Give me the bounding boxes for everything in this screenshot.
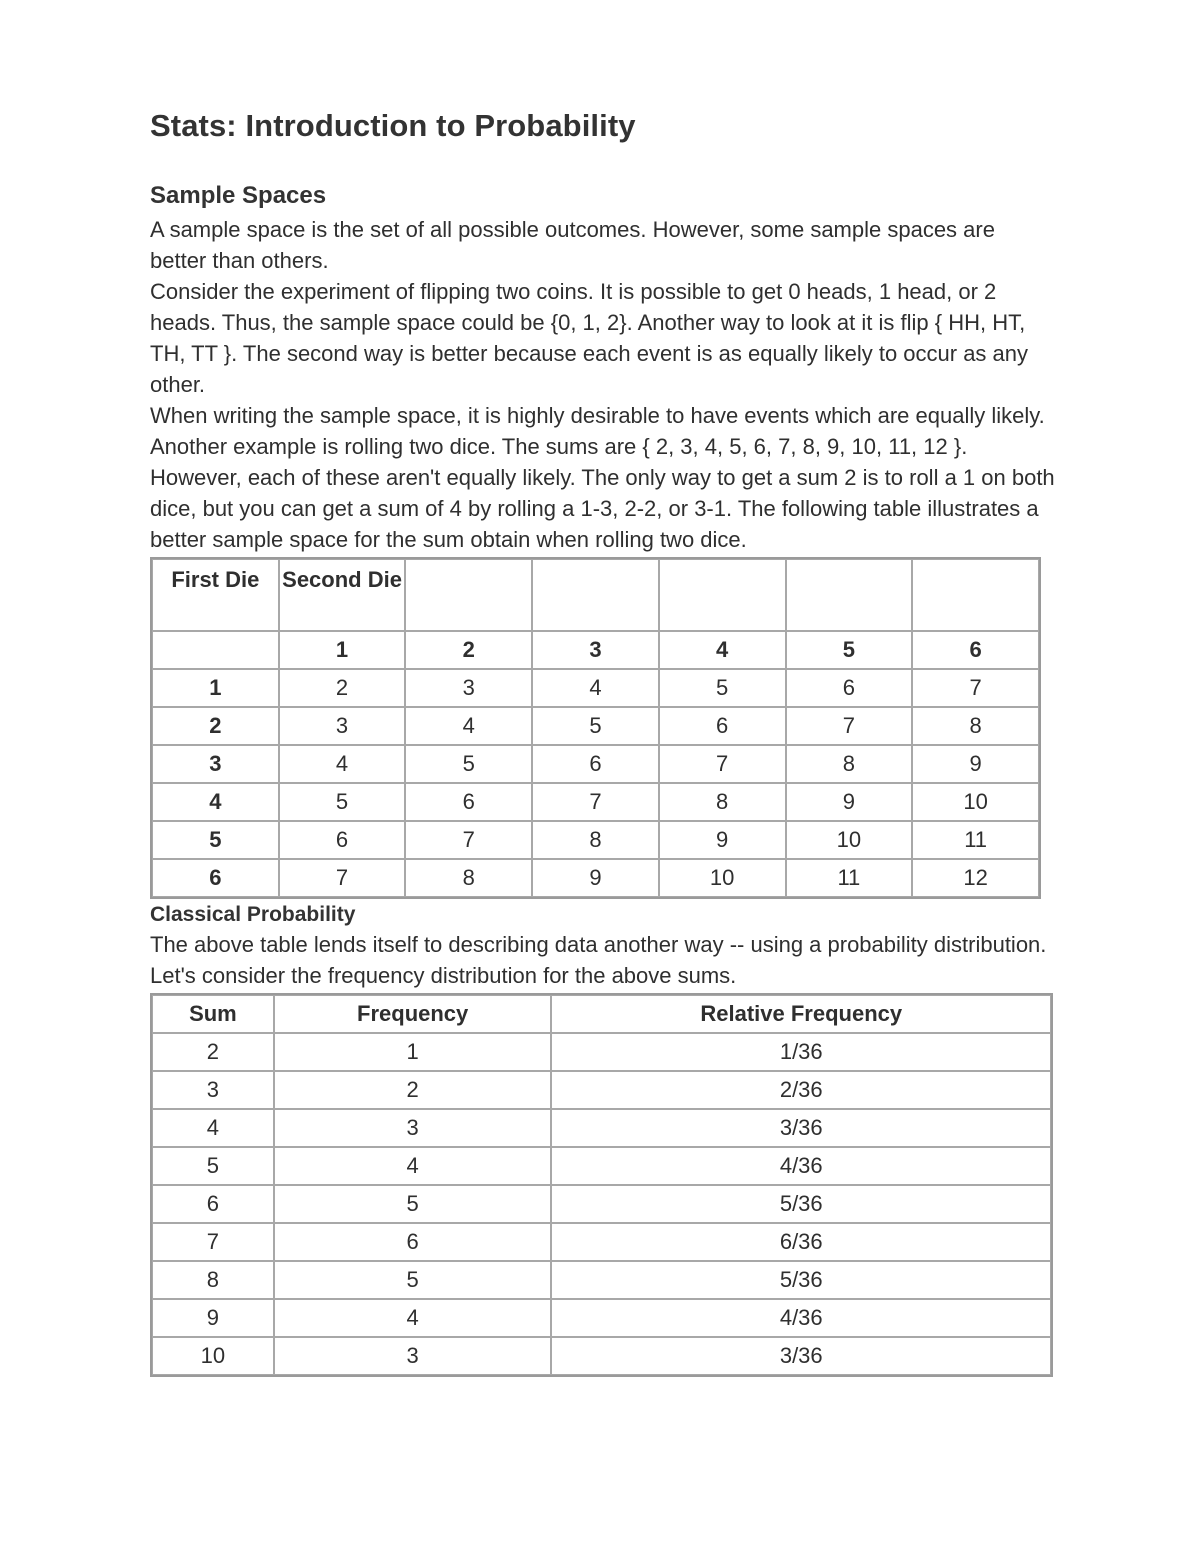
row-header-cell: 2 <box>152 707 279 745</box>
page-title: Stats: Introduction to Probability <box>150 108 636 143</box>
frequency-table <box>150 993 1053 1377</box>
frequency-table-body <box>152 1033 1051 1375</box>
table-cell: 10 <box>786 821 913 859</box>
table-cell: 1/36 <box>551 1033 1051 1071</box>
table-row <box>152 1147 1051 1185</box>
paragraph: The above table lends itself to describing data another way -- using a probability distribution. Let's consider the frequency distribution for the above sums. <box>150 932 1047 988</box>
row-header-cell: 1 <box>152 669 279 707</box>
table-cell: 7 <box>532 783 659 821</box>
table-cell: 6 <box>405 783 532 821</box>
table-cell: 8 <box>405 859 532 897</box>
header-cell: 2 <box>405 631 532 669</box>
table-row <box>152 1033 1051 1071</box>
table-row <box>152 669 1039 707</box>
table-cell: 5 <box>405 745 532 783</box>
table-row <box>152 821 1039 859</box>
table-cell: 10 <box>152 1337 274 1375</box>
table-header-row <box>152 559 1039 631</box>
table-row <box>152 1223 1051 1261</box>
table-cell: 9 <box>659 821 786 859</box>
table-row <box>152 783 1039 821</box>
table-row <box>152 1299 1051 1337</box>
row-header-cell: 6 <box>152 859 279 897</box>
table-row <box>152 1185 1051 1223</box>
table-cell: 7 <box>279 859 406 897</box>
table-cell: 5 <box>279 783 406 821</box>
table-cell: 10 <box>912 783 1039 821</box>
table-cell: 3 <box>274 1109 552 1147</box>
table-cell: 4 <box>279 745 406 783</box>
row-header-cell: 3 <box>152 745 279 783</box>
table-cell: 6 <box>659 707 786 745</box>
table-cell: 12 <box>912 859 1039 897</box>
header-cell <box>532 559 659 631</box>
header-cell: Second Die <box>279 559 406 631</box>
table-cell: 2/36 <box>551 1071 1051 1109</box>
table-cell: 3/36 <box>551 1337 1051 1375</box>
row-header-cell: 5 <box>152 821 279 859</box>
table-cell: 7 <box>152 1223 274 1261</box>
header-cell: 4 <box>659 631 786 669</box>
table-row <box>152 1337 1051 1375</box>
table-cell: 4 <box>405 707 532 745</box>
table-cell: 6 <box>279 821 406 859</box>
section-heading-classical-probability: Classical Probability <box>150 903 356 926</box>
table-cell: 6/36 <box>551 1223 1051 1261</box>
table-cell: 9 <box>152 1299 274 1337</box>
table-cell: 9 <box>912 745 1039 783</box>
table-cell: 10 <box>659 859 786 897</box>
table-cell: 9 <box>786 783 913 821</box>
table-cell: 4 <box>274 1299 552 1337</box>
header-cell: 5 <box>786 631 913 669</box>
table-cell: 4 <box>274 1147 552 1185</box>
table-cell: 2 <box>279 669 406 707</box>
table-cell: 5 <box>152 1147 274 1185</box>
table-cell: 5/36 <box>551 1185 1051 1223</box>
paragraph: Consider the experiment of flipping two coins. It is possible to get 0 heads, 1 head, or 2 heads. Thus, the sample space could be {0, 1, 2}. Another way to look at it is flip { HH, HT, TH, TT }. The second way is better because each event is as equally likely to occur as any other. <box>150 279 1029 397</box>
header-cell: 1 <box>279 631 406 669</box>
table-cell: 7 <box>659 745 786 783</box>
header-cell <box>659 559 786 631</box>
table-cell: 9 <box>532 859 659 897</box>
header-cell <box>912 559 1039 631</box>
table-cell: 8 <box>152 1261 274 1299</box>
paragraph: A sample space is the set of all possible outcomes. However, some sample spaces are better than others. <box>150 217 995 273</box>
table-row <box>152 707 1039 745</box>
table-cell: 3 <box>274 1337 552 1375</box>
dice-table-body <box>152 631 1039 897</box>
table-cell: 2 <box>152 1033 274 1071</box>
table-cell: 6 <box>274 1223 552 1261</box>
table-cell: 4/36 <box>551 1147 1051 1185</box>
table-cell: 6 <box>532 745 659 783</box>
table-cell: 4/36 <box>551 1299 1051 1337</box>
table-cell: 8 <box>912 707 1039 745</box>
header-cell <box>152 631 279 669</box>
table-row <box>152 1261 1051 1299</box>
table-cell: 8 <box>786 745 913 783</box>
table-cell: 8 <box>532 821 659 859</box>
table-cell: 4 <box>152 1109 274 1147</box>
table-cell: 5 <box>274 1185 552 1223</box>
header-cell: 6 <box>912 631 1039 669</box>
table-row <box>152 1109 1051 1147</box>
dice-sum-table <box>150 557 1041 899</box>
table-cell: 5/36 <box>551 1261 1051 1299</box>
table-cell: 11 <box>912 821 1039 859</box>
header-cell: Sum <box>152 995 274 1033</box>
table-cell: 5 <box>532 707 659 745</box>
table-cell: 3/36 <box>551 1109 1051 1147</box>
table-cell: 8 <box>659 783 786 821</box>
table-cell: 7 <box>912 669 1039 707</box>
table-row <box>152 859 1039 897</box>
table-cell: 3 <box>279 707 406 745</box>
table-cell: 5 <box>659 669 786 707</box>
table-row <box>152 1071 1051 1109</box>
table-subheader-row <box>152 631 1039 669</box>
table-cell: 3 <box>405 669 532 707</box>
table-cell: 6 <box>786 669 913 707</box>
section-heading-sample-spaces: Sample Spaces <box>150 182 327 209</box>
table-cell: 2 <box>274 1071 552 1109</box>
paragraph: Another example is rolling two dice. The sums are { 2, 3, 4, 5, 6, 7, 8, 9, 10, 11, 12 }. However, each of these aren't equally likely. The only way to get a sum 2 is to roll a 1 on both dice, but you can get a sum of 4 by rolling a 1-3, 2-2, or 3-1. The following table illustrates a better sample space for the sum obtain when rolling two dice. <box>150 434 1055 552</box>
table-cell: 1 <box>274 1033 552 1071</box>
table-cell: 11 <box>786 859 913 897</box>
table-cell: 4 <box>532 669 659 707</box>
header-cell: Relative Frequency <box>551 995 1051 1033</box>
table-cell: 6 <box>152 1185 274 1223</box>
header-cell <box>405 559 532 631</box>
document-page <box>150 100 1055 1377</box>
table-cell: 5 <box>274 1261 552 1299</box>
table-cell: 7 <box>786 707 913 745</box>
table-cell: 7 <box>405 821 532 859</box>
row-header-cell: 4 <box>152 783 279 821</box>
header-cell: Frequency <box>274 995 552 1033</box>
table-row <box>152 745 1039 783</box>
paragraph: When writing the sample space, it is highly desirable to have events which are equally likely. <box>150 403 1045 428</box>
header-cell <box>786 559 913 631</box>
header-cell: First Die <box>152 559 279 631</box>
table-header-row <box>152 995 1051 1033</box>
table-cell: 3 <box>152 1071 274 1109</box>
header-cell: 3 <box>532 631 659 669</box>
